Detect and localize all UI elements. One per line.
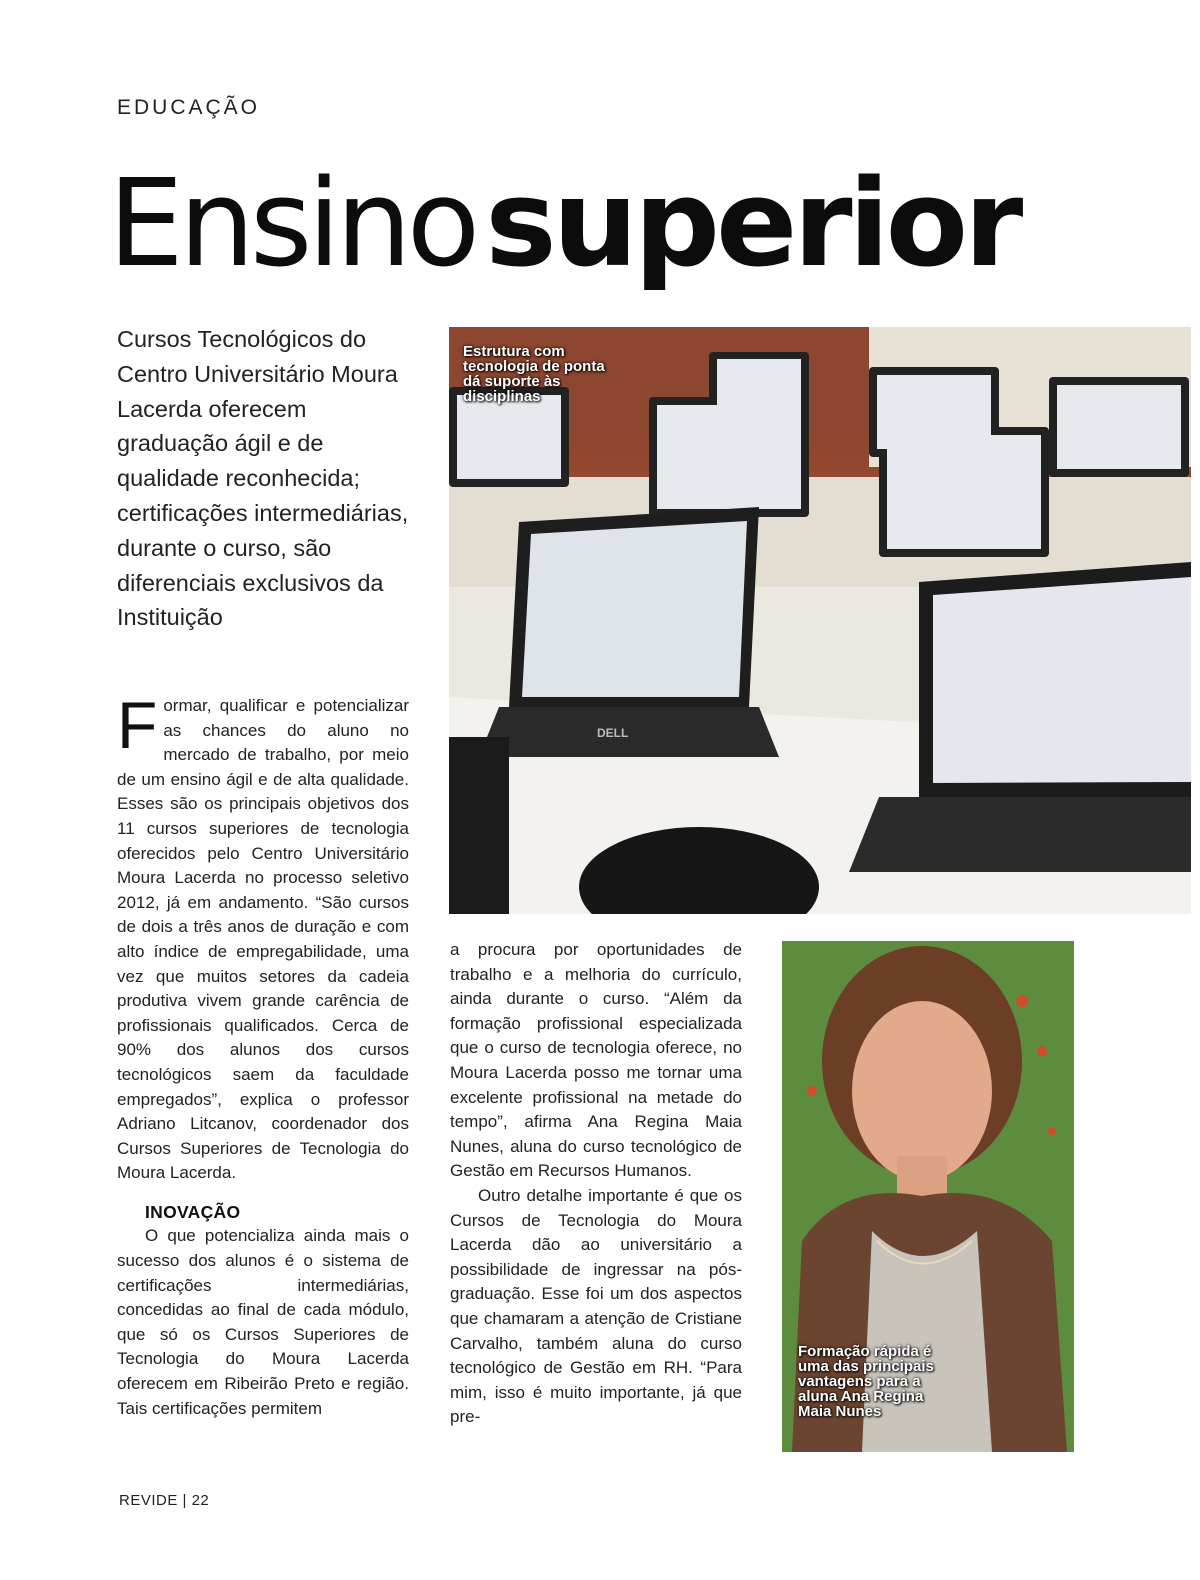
headline [108,150,1019,300]
standfirst: Cursos Tecnológicos do Centro Universitário Moura Lacerda oferecem graduação ágil e de qualidade reconhecida; certificações intermediárias, durante o curso, são diferenciais exclusivos da Instituição [117,326,409,631]
article-column-2 [450,938,742,1430]
laptop-brand-label: DELL [597,726,629,740]
inovacao-paragraph: O que potencializa ainda mais o sucesso dos alunos é o sistema de certificações intermediárias, concedidas ao final de cada módulo, que só os Cursos Superiores de Tecnologia do Moura Lacerda oferecem em Ribeirão Preto e região. Tais certificações permitem [117,1226,409,1418]
subhead-inovacao: INOVAÇÃO [145,1201,241,1222]
intro-text: ormar, qualificar e potencializar as chances do aluno no mercado de trabalho, por meio de um ensino ágil e de alta qualidade. Esses são os principais objetivos dos 11 cursos superiores de tecnologia oferecidos pelo Centro Universitário Moura Lacerda no processo seletivo 2012, já em andamento. “São cursos de dois a três anos de duração e com alto índice de empregabilidade, uma vez que muitos setores da cadeia produtiva vivem grande carência de profissionais qualificados. Cerca de 90% dos alunos dos cursos tecnológicos saem da faculdade empregados”, explica o professor Adriano Litcanov, coordenador dos Cursos Superiores de Tecnologia do Moura Lacerda. [117,696,409,1183]
photo1-caption: Estrutura com tecnologia de ponta dá suporte às disciplinas [463,343,605,405]
dropcap: F [117,688,158,762]
headline-bold: superior [485,155,1020,294]
classroom-laptops-illustration [449,327,1191,914]
intro-paragraph [117,688,409,1186]
column2-paragraph-2: Outro detalhe importante é que os Cursos de Tecnologia do Moura Lacerda dão ao universitário a possibilidade de ingressar na pós-graduação. Esse foi um dos aspectos que chamaram a atenção de Cristiane Carvalho, também aluna do curso tecnológico de Gestão em RH. “Para mim, isso é muito importante, já que pre- [450,1185,742,1427]
section-label: EDUCAÇÃO [117,96,261,119]
classroom-laptops-photo [449,327,1191,914]
column2-paragraph-1: a procura por oportunidades de trabalho e a melhoria do currículo, ainda durante o curso. “Além da formação profissional especializada que o curso de tecnologia oferece, no Moura Lacerda posso me tornar uma excelente profissional na metade do tempo”, afirma Ana Regina Maia Nunes, aluna do curso tecnológico de Gestão em Recursos Humanos. [450,940,742,1181]
photo2-caption: Formação rápida é uma das principais vantagens para a aluna Ana Regina Maia Nunes [798,1343,934,1420]
headline-light: Ensino [108,155,476,294]
article-column-1 [117,688,409,1421]
page-footer: REVIDE | 22 [119,1492,210,1509]
